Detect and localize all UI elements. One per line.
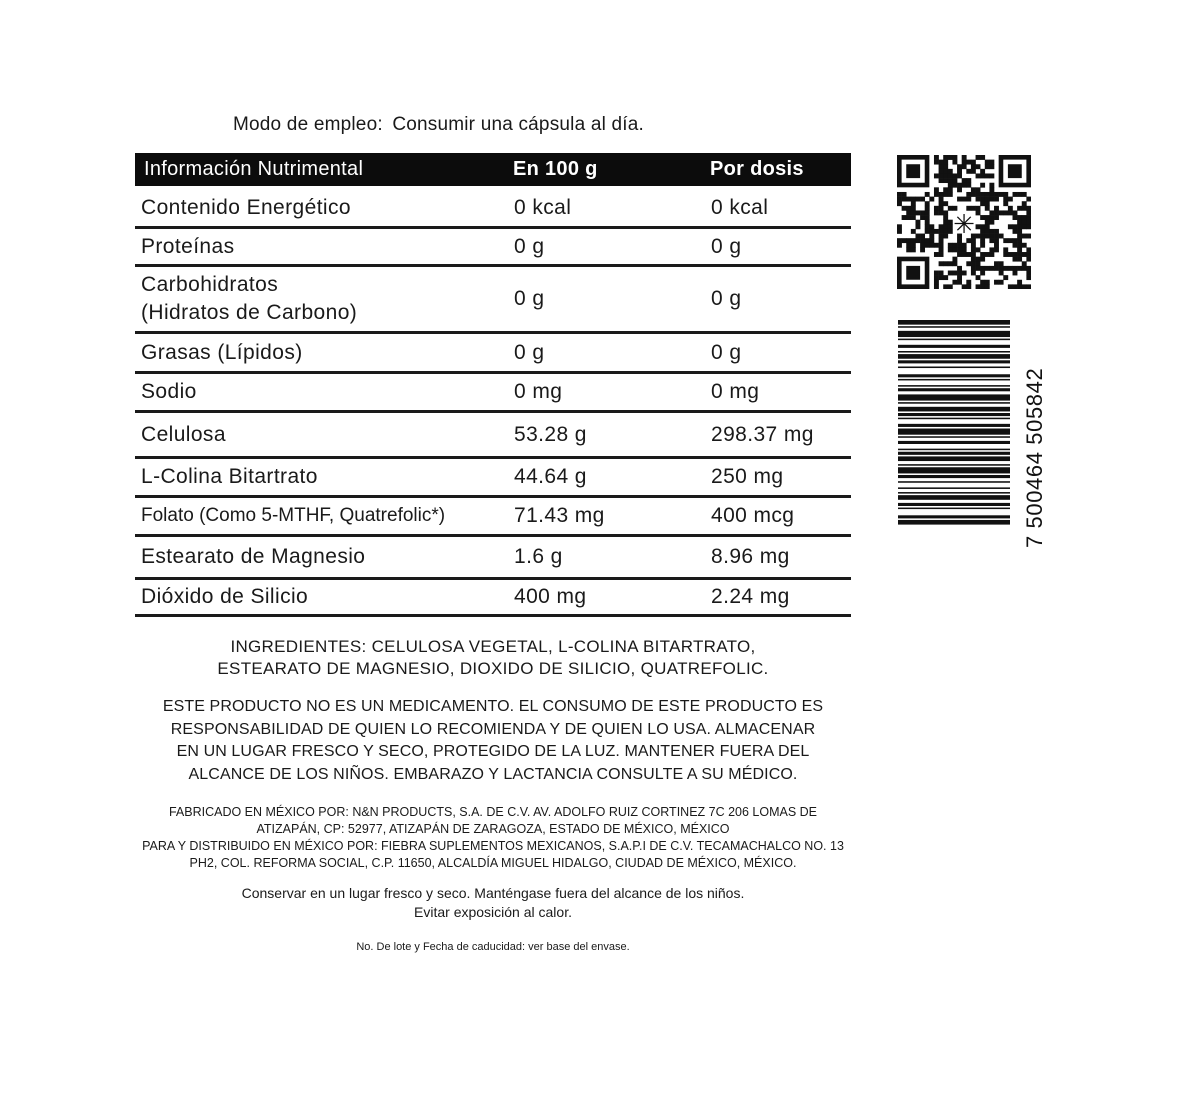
qr-code-icon: [897, 155, 1031, 289]
manufacturer-line: PH2, COL. REFORMA SOCIAL, C.P. 11650, ALCALDÍA MIGUEL HIDALGO, CIUDAD DE MÉXICO, MÉXICO.: [189, 856, 797, 870]
value-dose: 400 mcg: [703, 497, 851, 536]
nutrient-name: Contenido Energético: [135, 186, 506, 228]
warning-line: RESPONSABILIDAD DE QUIEN LO RECOMIENDA Y DE QUIEN LO USA. ALMACENAR: [170, 720, 816, 738]
value-dose: 250 mg: [703, 458, 851, 497]
table-row: [135, 579, 851, 616]
usage-text: Consumir una cápsula al día.: [392, 114, 644, 135]
value-dose: 0 kcal: [703, 186, 851, 228]
nutrient-name: Dióxido de Silicio: [135, 579, 506, 616]
usage-label: Modo de empleo:: [233, 114, 383, 135]
manufacturer-line: PARA Y DISTRIBUIDO EN MÉXICO POR: FIEBRA SUPLEMENTOS MEXICANOS, S.A.P.I DE C.V. TECAMACHALCO NO. 13: [142, 839, 844, 853]
warning-text: [135, 696, 851, 786]
nutrition-table: [135, 153, 851, 617]
warning-line: ESTE PRODUCTO NO ES UN MEDICAMENTO. EL CONSUMO DE ESTE PRODUCTO ES: [162, 698, 824, 715]
value-per100: 0 mg: [506, 373, 703, 412]
value-dose: 0 g: [703, 228, 851, 266]
svg-text:✳: ✳: [953, 210, 975, 240]
barcode-bars: [898, 320, 1010, 525]
ingredients-line: INGREDIENTES: CELULOSA VEGETAL, L-COLINA BITARTRATO,: [230, 637, 756, 656]
lot-expiry-text: No. De lote y Fecha de caducidad: ver base del envase.: [356, 941, 630, 953]
value-dose: 8.96 mg: [703, 536, 851, 579]
value-per100: 1.6 g: [506, 536, 703, 579]
nutrition-header-row: [135, 153, 851, 186]
nutrient-name: Celulosa: [135, 412, 506, 458]
manufacturer-info: [135, 804, 851, 872]
manufacturer-line: ATIZAPÁN, CP: 52977, ATIZAPÁN DE ZARAGOZA, ESTADO DE MÉXICO, MÉXICO: [256, 822, 730, 836]
barcode-icon: [895, 320, 1047, 550]
storage-text: [135, 884, 851, 922]
table-row: [135, 266, 851, 333]
header-dose: Por dosis: [703, 153, 851, 186]
value-per100: 44.64 g: [506, 458, 703, 497]
nutrient-name-line2: (Hidratos de Carbono): [141, 301, 358, 324]
table-row: [135, 228, 851, 266]
table-row: [135, 412, 851, 458]
value-per100: 71.43 mg: [506, 497, 703, 536]
value-per100: 53.28 g: [506, 412, 703, 458]
value-dose: 0 g: [703, 266, 851, 333]
table-row: [135, 186, 851, 228]
value-dose: 0 mg: [703, 373, 851, 412]
nutrient-name: Grasas (Lípidos): [135, 333, 506, 373]
header-per100: En 100 g: [506, 153, 703, 186]
value-dose: 0 g: [703, 333, 851, 373]
storage-line: Evitar exposición al calor.: [414, 904, 572, 920]
header-info: Información Nutrimental: [135, 153, 506, 186]
table-row: [135, 373, 851, 412]
nutrient-name: L-Colina Bitartrato: [135, 458, 506, 497]
ingredients-line: ESTEARATO DE MAGNESIO, DIOXIDO DE SILICIO, QUATREFOLIC.: [217, 659, 769, 678]
manufacturer-line: FABRICADO EN MÉXICO POR: N&N PRODUCTS, S.A. DE C.V. AV. ADOLFO RUIZ CORTINEZ 7C 206 LOMAS DE: [168, 805, 818, 819]
table-row: [135, 536, 851, 579]
warning-line: ALCANCE DE LOS NIÑOS. EMBARAZO Y LACTANCIA CONSULTE A SU MÉDICO.: [188, 765, 798, 783]
nutrient-name-line1: Carbohidratos: [141, 273, 279, 296]
usage-instructions: [233, 114, 644, 136]
value-per100: 400 mg: [506, 579, 703, 616]
warning-line: EN UN LUGAR FRESCO Y SECO, PROTEGIDO DE LA LUZ. MANTENER FUERA DEL: [176, 743, 810, 760]
ingredients-text: [135, 636, 851, 680]
nutrient-name: [135, 266, 506, 333]
table-row: [135, 497, 851, 536]
nutrient-name: Folato (Como 5-MTHF, Quatrefolic*): [135, 497, 506, 536]
storage-line: Conservar en un lugar fresco y seco. Manténgase fuera del alcance de los niños.: [241, 885, 745, 901]
value-dose: 298.37 mg: [703, 412, 851, 458]
table-row: [135, 458, 851, 497]
nutrient-name: Sodio: [135, 373, 506, 412]
barcode-number: 7 500464 505842: [1022, 367, 1047, 548]
nutrient-name: Proteínas: [135, 228, 506, 266]
value-per100: 0 g: [506, 266, 703, 333]
value-dose: 2.24 mg: [703, 579, 851, 616]
nutrient-name: Estearato de Magnesio: [135, 536, 506, 579]
value-per100: 0 g: [506, 228, 703, 266]
value-per100: 0 g: [506, 333, 703, 373]
value-per100: 0 kcal: [506, 186, 703, 228]
table-row: [135, 333, 851, 373]
